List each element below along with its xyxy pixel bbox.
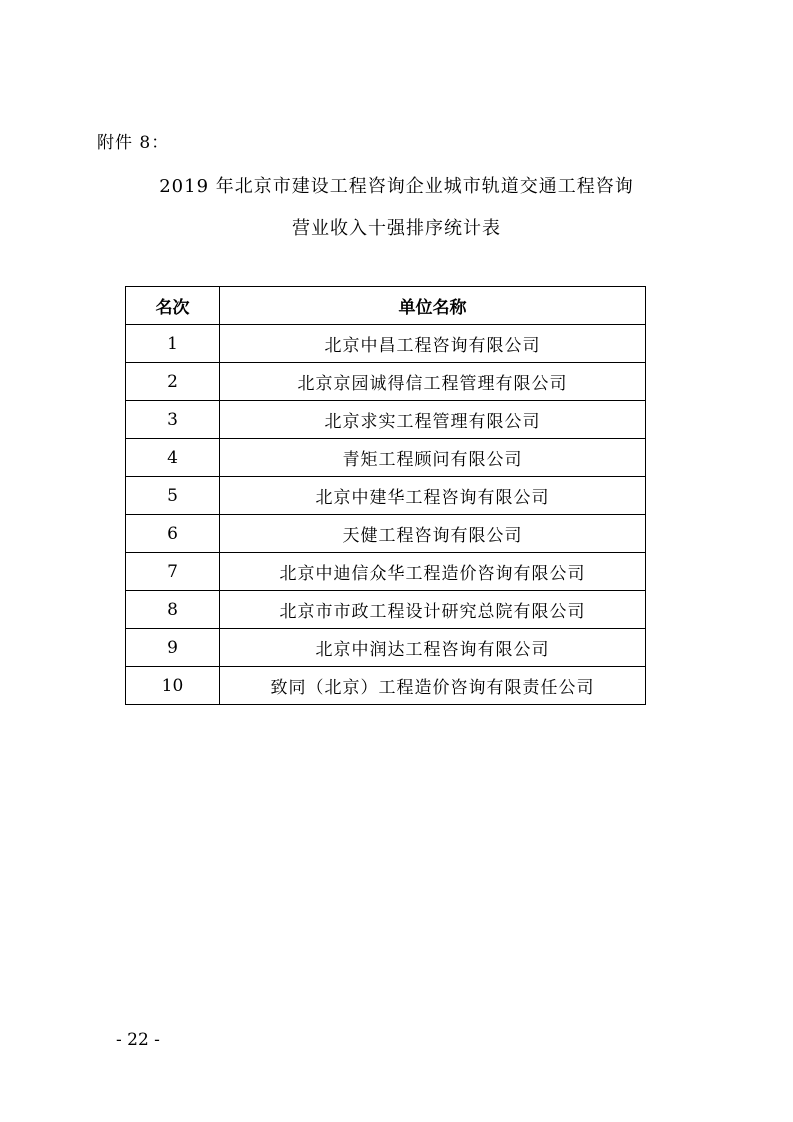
company-name-cell: 北京市市政工程设计研究总院有限公司 <box>220 591 646 629</box>
table-row <box>126 591 646 629</box>
table-row <box>126 629 646 667</box>
table-row <box>126 439 646 477</box>
rank-cell: 9 <box>126 629 220 667</box>
table-row <box>126 401 646 439</box>
header-company-name: 单位名称 <box>220 287 646 325</box>
company-name-cell: 北京中润达工程咨询有限公司 <box>220 629 646 667</box>
table-row <box>126 477 646 515</box>
company-name-cell: 致同（北京）工程造价咨询有限责任公司 <box>220 667 646 705</box>
company-name-cell: 青矩工程顾问有限公司 <box>220 439 646 477</box>
rank-cell: 6 <box>126 515 220 553</box>
rank-cell: 8 <box>126 591 220 629</box>
company-name-cell: 北京中迪信众华工程造价咨询有限公司 <box>220 553 646 591</box>
company-name-cell: 北京中建华工程咨询有限公司 <box>220 477 646 515</box>
attachment-label: 附件 8： <box>97 133 170 153</box>
company-name-cell: 天健工程咨询有限公司 <box>220 515 646 553</box>
rank-cell: 7 <box>126 553 220 591</box>
rank-cell: 1 <box>126 325 220 363</box>
table-row <box>126 325 646 363</box>
table-header-row <box>126 287 646 325</box>
rank-cell: 2 <box>126 363 220 401</box>
table-row <box>126 363 646 401</box>
rank-cell: 10 <box>126 667 220 705</box>
company-name-cell: 北京中昌工程咨询有限公司 <box>220 325 646 363</box>
company-name-cell: 北京求实工程管理有限公司 <box>220 401 646 439</box>
ranking-table <box>125 286 646 705</box>
page-number: - 22 - <box>116 1030 160 1050</box>
company-name-cell: 北京京园诚得信工程管理有限公司 <box>220 363 646 401</box>
table-row <box>126 667 646 705</box>
document-title-line-1: 2019 年北京市建设工程咨询企业城市轨道交通工程咨询 <box>159 176 634 197</box>
table-row <box>126 553 646 591</box>
table-row <box>126 515 646 553</box>
rank-cell: 5 <box>126 477 220 515</box>
header-rank: 名次 <box>126 287 220 325</box>
rank-cell: 4 <box>126 439 220 477</box>
rank-cell: 3 <box>126 401 220 439</box>
document-title-line-2: 营业收入十强排序统计表 <box>292 218 501 239</box>
